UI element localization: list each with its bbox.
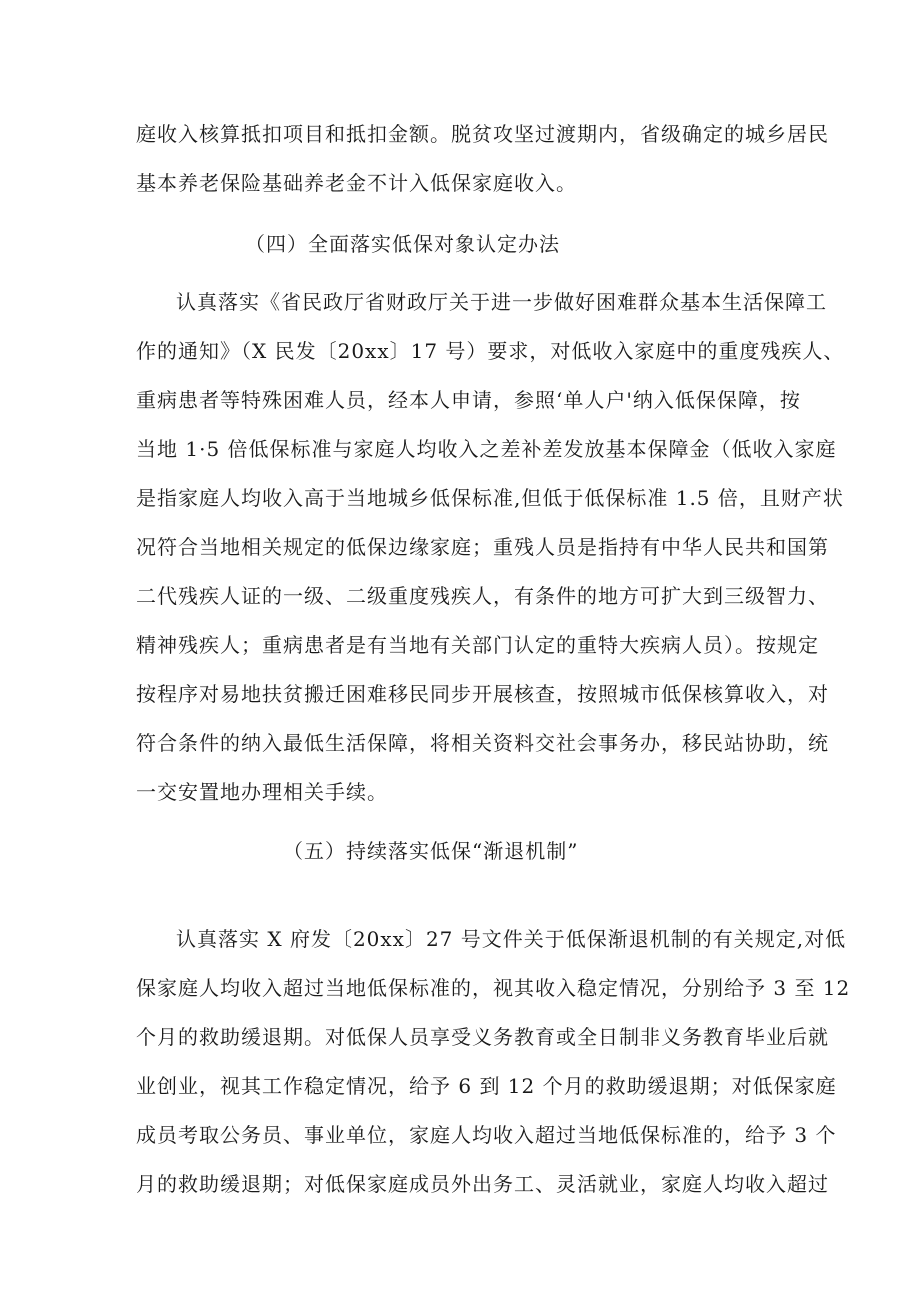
section-heading-4: （四）全面落实低保对象认定办法 — [245, 232, 560, 256]
paragraph-line: 成员考取公务员、事业单位，家庭人均收入超过当地低保标准的，给予 3 个 — [136, 1123, 837, 1147]
paragraph-line: 认真落实 X 府发〔20xx〕27 号文件关于低保渐退机制的有关规定,对低 — [176, 927, 847, 951]
section-heading-5: （五）持续落实低保“渐退机制” — [283, 839, 579, 863]
paragraph-line: 一交安置地办理相关手续。 — [136, 780, 388, 804]
paragraph-line: 况符合当地相关规定的低保边缘家庭；重残人员是指持有中华人民共和国第 — [136, 535, 829, 559]
paragraph-line: 精神残疾人；重病患者是有当地有关部门认定的重特大疾病人员）。按规定 — [136, 633, 819, 657]
paragraph-line: 二代残疾人证的一级、二级重度残疾人，有条件的地方可扩大到三级智力、 — [136, 584, 829, 608]
paragraph-line: 认真落实《省民政厅省财政厅关于进一步做好困难群众基本生活保障工 — [176, 290, 827, 314]
paragraph-line: 业创业，视其工作稳定情况，给予 6 到 12 个月的救助缓退期；对低保家庭 — [136, 1074, 837, 1098]
paragraph-line: 当地 1·5 倍低保标准与家庭人均收入之差补差发放基本保障金（低收入家庭 — [136, 437, 837, 461]
paragraph-line: 基本养老保险基础养老金不计入低保家庭收入。 — [136, 171, 577, 195]
paragraph-line: 个月的救助缓退期。对低保人员享受义务教育或全日制非义务教育毕业后就 — [136, 1025, 829, 1049]
paragraph-line: 重病患者等特殊困难人员，经本人申请，参照‘单人户'纳入低保保障，按 — [136, 388, 801, 412]
paragraph-line: 庭收入核算抵扣项目和抵扣金额。脱贫攻坚过渡期内，省级确定的城乡居民 — [136, 122, 829, 146]
paragraph-line: 是指家庭人均收入高于当地城乡低保标准,但低于低保标准 1.5 倍，且财产状 — [136, 486, 844, 510]
paragraph-line: 按程序对易地扶贫搬迁困难移民同步开展核查，按照城市低保核算收入，对 — [136, 682, 829, 706]
paragraph-line: 月的救助缓退期；对低保家庭成员外出务工、灵活就业，家庭人均收入超过 — [136, 1172, 829, 1196]
paragraph-line: 符合条件的纳入最低生活保障，将相关资料交社会事务办，移民站协助，统 — [136, 731, 829, 755]
paragraph-line: 作的通知》（X 民发〔20xx〕17 号）要求，对低收入家庭中的重度残疾人、 — [136, 339, 845, 363]
paragraph-line: 保家庭人均收入超过当地低保标准的，视其收入稳定情况，分别给予 3 至 12 — [136, 976, 851, 1000]
